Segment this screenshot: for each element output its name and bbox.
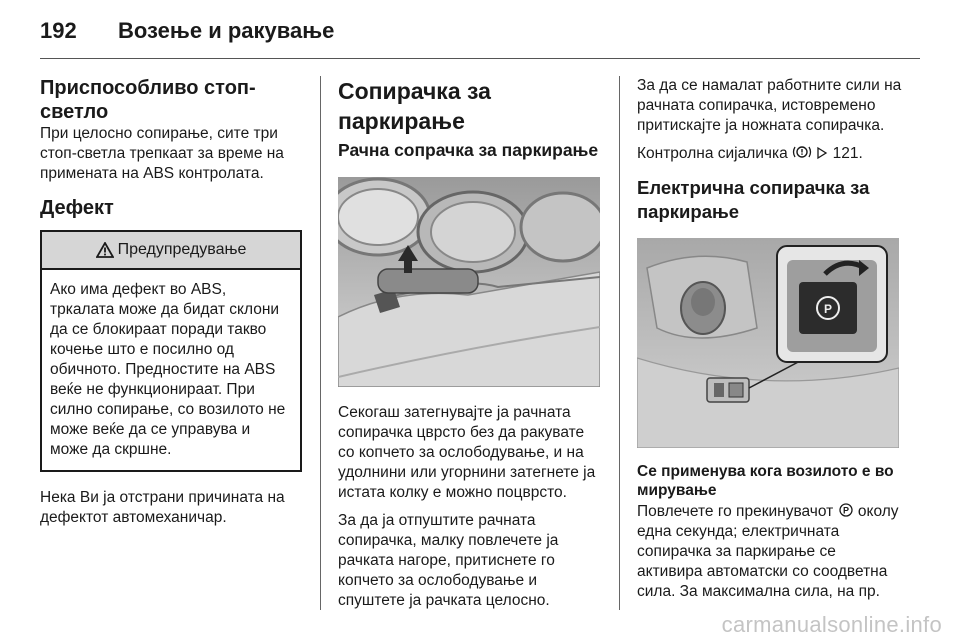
column-middle	[338, 76, 602, 611]
paragraph: Нека Ви ја отстрани причината на дефектот автомеханичар.	[40, 489, 285, 526]
watermark: carmanualsonline.info	[721, 612, 942, 637]
warning-box	[40, 230, 302, 472]
svg-text:P: P	[823, 302, 833, 316]
paragraph: Секогаш затегнувајте ја рачната сопирачка цврсто без да ракувате со копчето за ослободување, и на удолнини или угорнини затегнете ја истата колку е можно поцврсто.	[338, 404, 596, 501]
header-divider	[40, 58, 920, 59]
handbrake-illustration	[338, 177, 600, 387]
paragraph-text: Контролна сијаличка	[637, 145, 788, 162]
section-heading: Сопирачка за паркирање	[338, 78, 491, 134]
page-title: Возење и ракување	[118, 18, 335, 43]
parking-brake-switch-icon	[838, 502, 854, 518]
paragraph-text: околу една секунда; електричната сопирачка за паркирање се активира автоматски со соодветна сила. За максимална сила, на пр.	[637, 503, 899, 600]
paragraph	[637, 144, 903, 164]
warning-triangle-icon	[96, 242, 114, 258]
electric-parking-brake-illustration	[637, 238, 899, 448]
paragraph: За да се намалат работните сили на рачната сопирачка, истовремено притискајте ја ножната сопирачка.	[637, 77, 902, 134]
paragraph: При целосно сопирање, сите три стоп-светла трепкаат за време на примената на ABS контролата.	[40, 125, 284, 182]
subsection-heading: Дефект	[40, 197, 114, 219]
warning-title: Предупредување	[117, 241, 247, 258]
column-right	[637, 76, 903, 602]
section-heading: Електрична сопирачка за паркирање	[637, 177, 870, 222]
warning-header	[42, 232, 300, 270]
paragraph: За да ја отпуштите рачната сопирачка, малку повлечете ја рачката нагоре, притиснете го копчето за ослободување и спуштете ја рачката целосно.	[338, 512, 559, 609]
brake-warning-lamp-icon	[792, 144, 812, 160]
paragraph	[637, 502, 903, 602]
svg-text:P: P	[842, 505, 849, 516]
page-reference-arrow-icon	[816, 146, 828, 160]
column-divider	[619, 76, 620, 610]
page-number: 192	[40, 18, 77, 43]
page-header	[40, 18, 920, 58]
warning-body: Ако има дефект во ABS, тркалата може да бидат склони да се блокираат поради такво кочење што е посилно од обичното. Предностите на ABS веќе не функционираат. При силно сопирање, со возилото не може веќе да се управува и може да скршне.	[50, 281, 286, 458]
subsection-heading: Се применува кога возилото е во мирување	[637, 463, 894, 499]
column-divider	[320, 76, 321, 610]
page-reference: 121.	[832, 145, 863, 162]
subsection-heading: Рачна сопрачка за паркирање	[338, 140, 599, 160]
section-heading: Приспособливо стоп-светло	[40, 77, 256, 123]
column-left	[40, 76, 302, 528]
paragraph-text: Повлечете го прекинувачот	[637, 503, 834, 520]
